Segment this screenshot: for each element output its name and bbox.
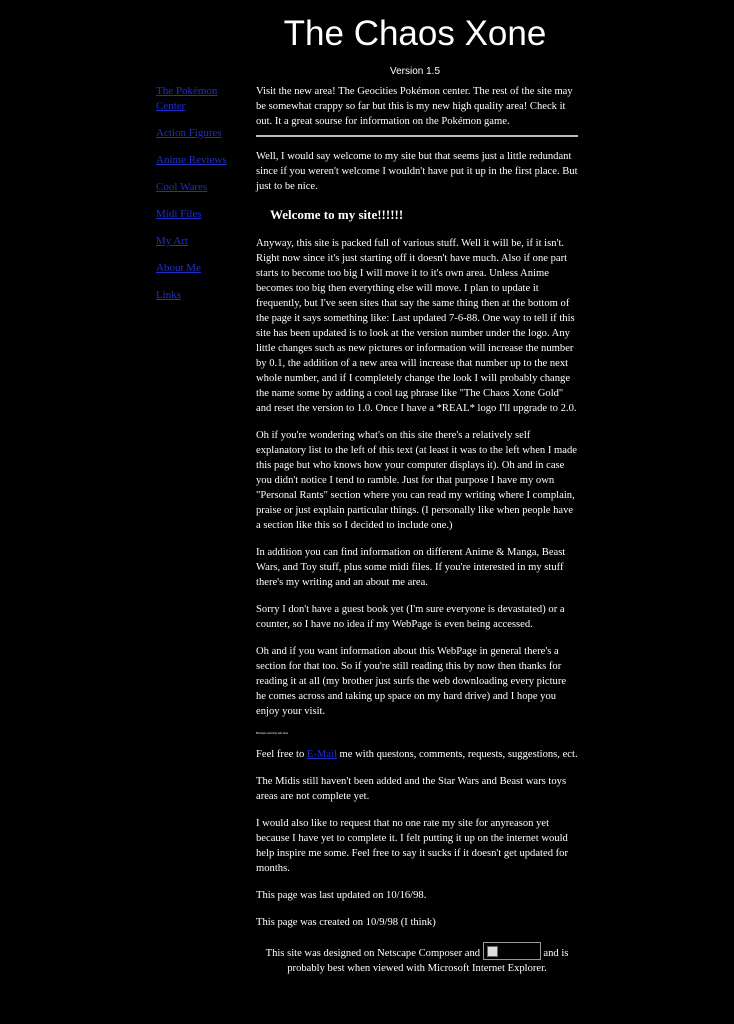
- nav-link-my-art[interactable]: My Art: [156, 235, 189, 247]
- midis-paragraph: The Midis still haven't been added and the Star Wars and Beast wars toys areas are not complete yet.: [256, 776, 567, 802]
- email-link[interactable]: E-Mail: [306, 749, 337, 760]
- tiny-text: Brackets and tiny text here: [256, 731, 289, 735]
- welcome-heading: Welcome to my site!!!!!!: [270, 207, 404, 222]
- navigation-paragraph: Oh if you're wondering what's on this site there's a relatively self explanatory list to the left of this text (at least it was to the left when I made this page but who knows how your computer displays it). Oh and in case you didn't notice I tend to ramble. Just for that purpose I have my own "Personal Rants" section where you can read my writing where I complain, praise or just explain particular things. (I personally like when people have a section like this so I decided to include one.): [256, 430, 577, 531]
- nav-link-action-figures[interactable]: Action Figures: [156, 127, 222, 139]
- divider: [256, 135, 578, 137]
- main-content: [256, 84, 578, 988]
- about-site-paragraph: Anyway, this site is packed full of various stuff. Well it will be, if it isn't. Right now since it's just starting off it doesn't have much. Also if one part starts to become too big I will move it to it's own area. Unless Anime becomes too big then everything else will move. I plan to update it frequently, but I've seen sites that say the same thing then at the bottom of the page it says something like: Last updated 7-6-88. One way to tell if this site has been updated is to look at the version number under the logo. Any little changes such as new pictures or information will increase the number by 0.1, the addition of a new area will increase that number up to the next whole number, and if I completely change the look I will probably change the name some by adding a cool tag phrase like "The Chaos Xone Gold" and reset the version to 1.0. Once I have a *REAL* logo I'll upgrade to 2.0.: [256, 238, 577, 414]
- nav-link-cool-wares[interactable]: Cool Wares: [156, 181, 208, 193]
- sidebar-nav: [156, 84, 246, 315]
- broken-image-icon: [487, 946, 498, 957]
- sections-paragraph: In addition you can find information on different Anime & Manga, Beast Wars, and Toy stuff, plus some midi files. If you're interested in my stuff there's my writing and an about me area.: [256, 547, 566, 588]
- last-updated: This page was last updated on 10/16/98.: [256, 890, 427, 901]
- welcome-paragraph: Well, I would say welcome to my site but that seems just a little redundant since if you weren't welcome I wouldn't have put it up in the first place. But just to be nice.: [256, 151, 578, 192]
- email-text-after: me with questons, comments, requests, suggestions, ect.: [336, 749, 578, 760]
- email-paragraph: [256, 747, 578, 762]
- nav-link-links[interactable]: Links: [156, 289, 182, 301]
- nav-link-midi-files[interactable]: Midi Files: [156, 208, 202, 220]
- footer-note: [256, 942, 578, 976]
- footer-text-after: and is probably best when viewed with Microsoft Internet Explorer.: [287, 948, 569, 974]
- created-date: This page was created on 10/9/98 (I think): [256, 917, 436, 928]
- version-label: Version 1.5: [389, 66, 441, 77]
- site-title: The Chaos Xone: [283, 14, 547, 53]
- footer-text-before: This site was designed on Netscape Composer and: [265, 948, 483, 959]
- email-text-before: Feel free to: [256, 749, 307, 760]
- nav-link-pokemon-center[interactable]: The Pokémon Center: [156, 85, 218, 112]
- nav-link-anime-reviews[interactable]: Anime Reviews: [156, 154, 227, 166]
- guestbook-paragraph: Sorry I don't have a guest book yet (I'm sure everyone is devastated) or a counter, so I have no idea if my WebPage is even being accessed.: [256, 604, 565, 630]
- intro-paragraph: Visit the new area! The Geocities Pokémon center. The rest of the site may be somewhat crappy so far but this is my new high quality area! Check it out. It a great sourse for information on the Pokémon game.: [256, 86, 573, 127]
- nav-link-about-me[interactable]: About Me: [156, 262, 201, 274]
- rating-paragraph: I would also like to request that no one rate my site for anyreason yet because I have yet to complete it. I felt putting it up on the internet would help inspire me some. Feel free to say it sucks if it doesn't get updated for months.: [256, 818, 568, 874]
- thanks-paragraph: Oh and if you want information about this WebPage in general there's a section for that too. So if you're still reading this by now then thanks for reading it at all (my brother just surfs the web downloading every picture he comes across and taking up space on my hard drive) and I hope you enjoy your visit.: [256, 646, 567, 717]
- browser-badge-image[interactable]: [483, 942, 541, 960]
